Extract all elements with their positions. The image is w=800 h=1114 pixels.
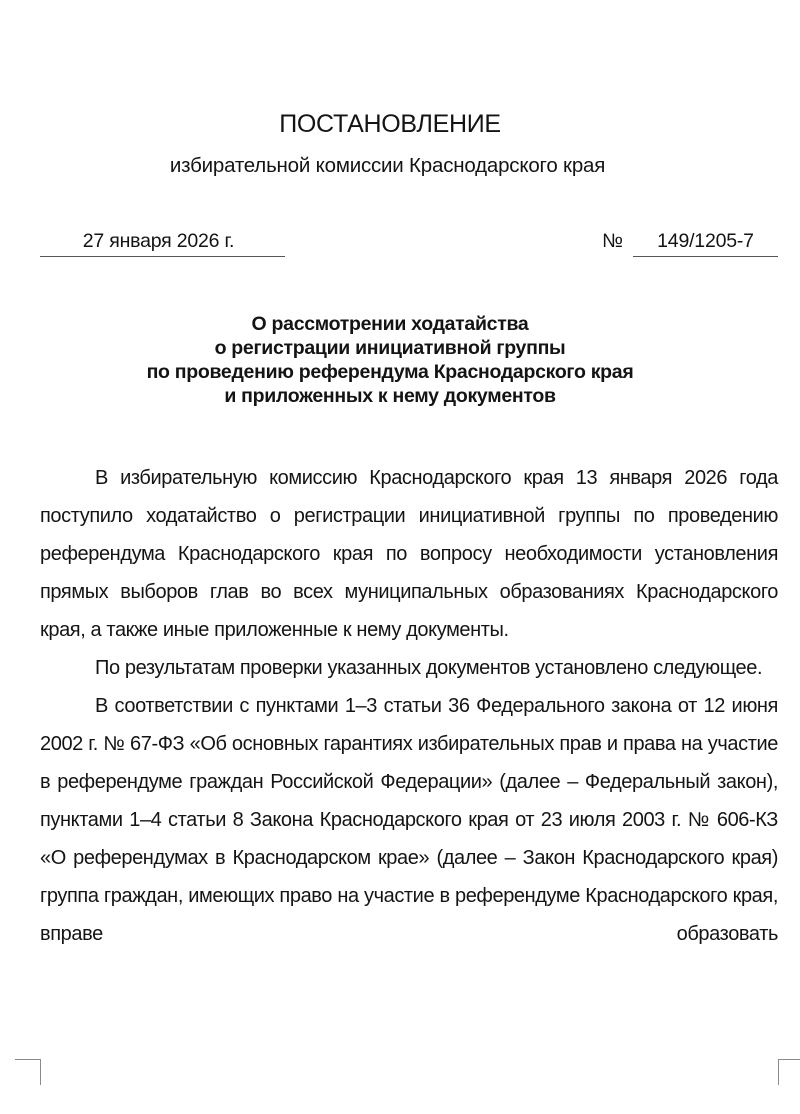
margin-corner-mark-right [778,1059,800,1085]
document-title: ПОСТАНОВЛЕНИЕ [279,110,501,138]
document-body [40,459,778,953]
document-issuer: избирательной комиссии Краснодарского края [169,154,606,177]
document-number: 149/1205-7 [633,230,778,257]
heading-line: и приложенных к нему документов [224,385,556,407]
body-paragraph: По результатам проверки указанных документов установлено следующее. [95,657,763,679]
margin-corner-mark-left [15,1059,41,1085]
heading-line: о регистрации инициативной группы [214,337,566,359]
document-heading [0,312,780,408]
heading-line: О рассмотрении ходатайства [251,313,529,335]
body-paragraph: В избирательную комиссию Краснодарского края 13 января 2026 года поступило ходатайство о регистрации инициативной группы по проведению референдума Краснодарского края по вопросу необходимости установления прямых выборов глав во всех муниципальных образованиях Краснодарского края, а также иные приложенные к нему документы. [40,467,778,641]
heading-line: по проведению референдума Краснодарского края [146,361,634,383]
document-date: 27 января 2026 г. [40,230,285,257]
number-sign: № [602,230,623,252]
body-paragraph: В соответствии с пунктами 1–3 статьи 36 Федерального закона от 12 июня 2002 г. № 67-ФЗ «Об основных гарантиях избирательных прав и права на участие в референдуме граждан Российской Федерации» (далее – Федеральный закон), пунктами 1–4 статьи 8 Закона Краснодарского края от 23 июля 2003 г. № 606-КЗ «О референдумах в Краснодарском крае» (далее – Закон Краснодарского края) группа граждан, имеющих право на участие в референдуме Краснодарского края, вправе образовать [40,695,778,945]
